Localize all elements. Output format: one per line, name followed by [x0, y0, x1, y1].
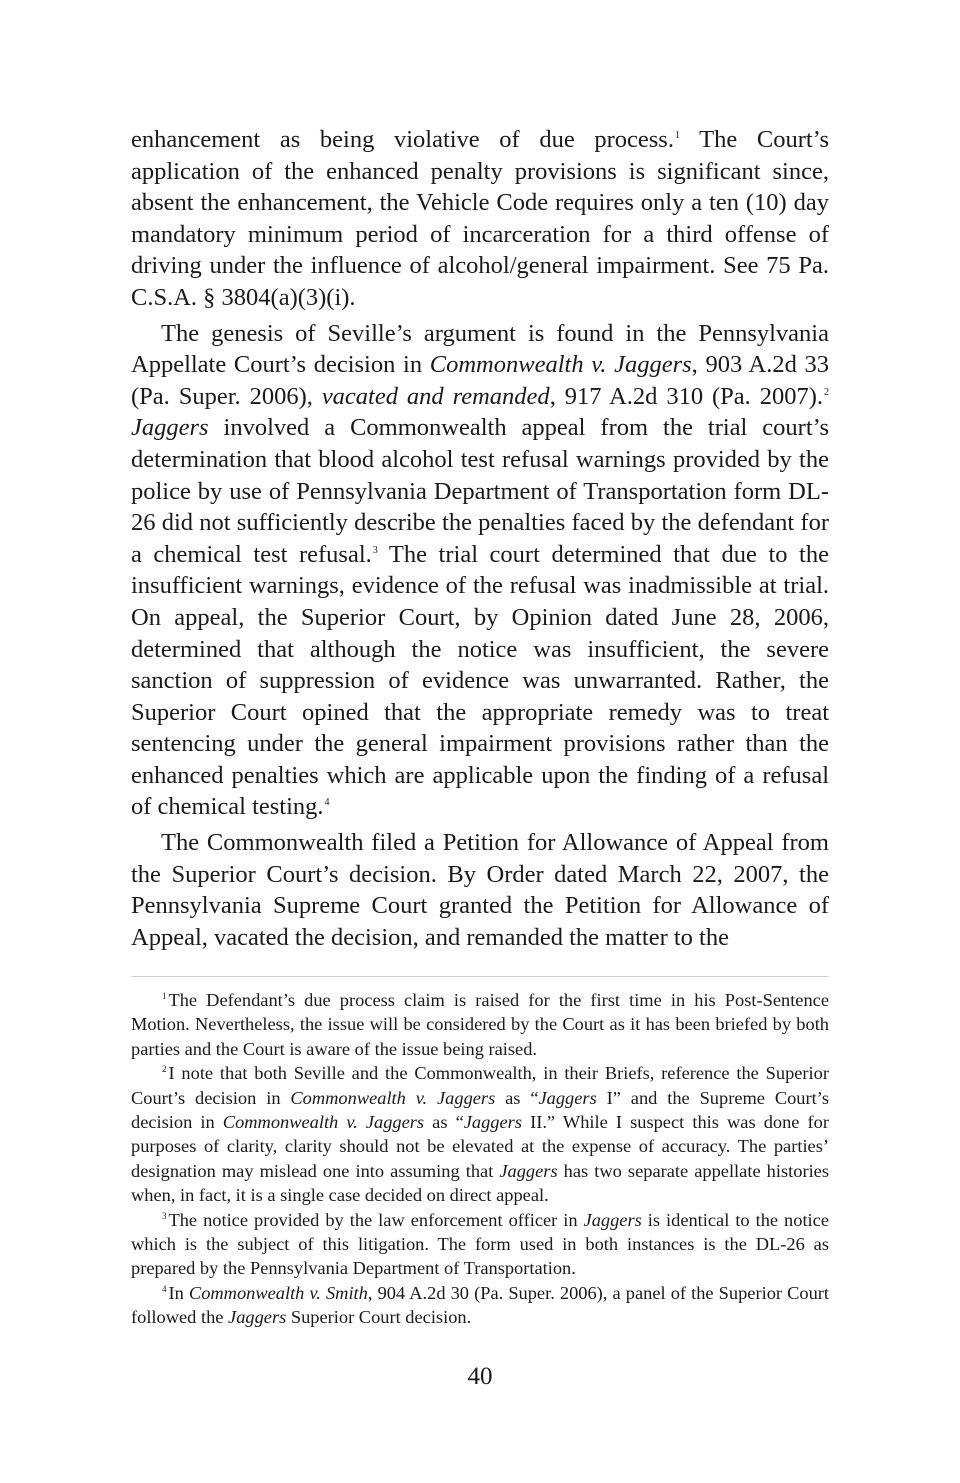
footnote-number: 4	[162, 1283, 167, 1294]
body-text	[131, 124, 829, 957]
footnote-text: I” and the Supreme Court’s decision in	[131, 1087, 829, 1133]
footnote-divider	[131, 976, 829, 977]
paragraph-1-text: enhancement as being violative of due process.	[131, 126, 674, 153]
footnote-4	[131, 1281, 829, 1330]
paragraph-1	[131, 124, 829, 314]
paragraph-3: The Commonwealth filed a Petition for Allowance of Appeal from the Superior Court’s decision. By Order dated March 22, 2007, the Pennsylvania Supreme Court granted the Petition for Allowance of Appeal, vacated the decision, and remanded the matter to the	[131, 829, 829, 951]
case-name: Jaggers	[463, 1112, 522, 1133]
footnote-2	[131, 1061, 829, 1207]
paragraph-2-text: The genesis of Seville’s argument is found in the Pennsylvania Appellate Court’s decision in	[131, 319, 829, 379]
footnote-text: II.” While I suspect this was done for purposes of clarity, clarity should not be elevated at the expense of accuracy. The parties’ designation may mislead one into assuming that	[131, 1112, 829, 1181]
paragraph-2-text: The trial court determined that due to the insufficient warnings, evidence of the refusal was inadmissible at trial. On appeal, the Superior Court, by Opinion dated June 28, 2006, determined that although the notice was insufficient, the severe sanction of suppression of evidence was unwarranted. Rather, the Superior Court opined that the appropriate remedy was to treat sentencing under the general impairment provisions rather than the enhanced penalties which are applicable upon the finding of a refusal of chemical testing.	[131, 540, 829, 821]
paragraph-2-text: involved a Commonwealth appeal from the trial court’s determination that blood alcohol test refusal warnings provided by the police by use of Pennsylvania Department of Transportation form DL-26 did not sufficiently describe the penalties faced by the defendant for a chemical test refusal.	[131, 414, 829, 568]
case-name: Jaggers	[499, 1160, 558, 1181]
footnote-3	[131, 1208, 829, 1281]
footnote-number: 1	[162, 991, 167, 1001]
case-disposition: vacated and remanded	[321, 382, 550, 410]
case-citation: Commonwealth v. Jaggers	[290, 1087, 496, 1108]
footnote-text: as “	[424, 1112, 464, 1133]
case-citation: Commonwealth v. Jaggers	[222, 1112, 425, 1133]
case-citation: Commonwealth v. Smith	[188, 1282, 368, 1303]
footnote-text: , 904 A.2d 30 (Pa. Super. 2006), a panel of the Superior Court followed the	[131, 1282, 830, 1328]
case-name: Jaggers	[583, 1209, 642, 1230]
case-name: Jaggers	[228, 1307, 287, 1328]
footnote-text: has two separate appellate histories when, in fact, it is a single case decided on direct appeal.	[131, 1160, 829, 1206]
footnote-text: The Defendant’s due process claim is raised for the first time in his Post-Sentence Motion. Nevertheless, the issue will be considered by the Court as it has been briefed by both parties and the Court is aware of the issue being raised.	[131, 990, 829, 1059]
footnote-text: In	[168, 1282, 189, 1303]
paragraph-2-text: , 903 A.2d 33 (Pa. Super. 2006),	[131, 351, 829, 410]
footnote-ref-2: 2	[824, 386, 830, 398]
case-name: Jaggers	[131, 414, 209, 442]
page-number: 40	[467, 1363, 493, 1390]
footnote-ref-4: 4	[324, 797, 330, 809]
paragraph-2	[131, 318, 829, 824]
paragraph-1-text-cont: The Court’s application of the enhanced penalty provisions is significant since, absent the enhancement, the Vehicle Code requires only a ten (10) day mandatory minimum period of incarceration for a third offense of driving under the influence of alcohol/general impairment. See 75 Pa. C.S.A. § 3804(a)(3)(i).	[131, 126, 830, 311]
footnote-text: as “	[495, 1087, 539, 1108]
footnote-text: Superior Court decision.	[286, 1307, 472, 1328]
footnote-text: I note that both Seville and the Commonwealth, in their Briefs, reference the Superior Court’s decision in	[131, 1063, 829, 1108]
footnote-number: 2	[162, 1064, 167, 1075]
case-name: Jaggers	[538, 1087, 597, 1108]
footnote-ref-3: 3	[372, 544, 378, 556]
footnote-text: The notice provided by the law enforcement officer in	[168, 1209, 584, 1230]
footnote-1	[131, 988, 829, 1061]
paragraph-2-text: , 917 A.2d 310 (Pa. 2007).	[549, 382, 824, 410]
footnote-number: 3	[162, 1210, 167, 1221]
case-citation: Commonwealth v. Jaggers	[429, 351, 692, 379]
footnotes	[131, 988, 829, 1330]
footnote-ref-1: 1	[674, 130, 680, 141]
footnote-text: is identical to the notice which is the subject of this litigation. The form used in both instances is the DL-26 as prepared by the Pennsylvania Department of Transportation.	[131, 1209, 829, 1279]
